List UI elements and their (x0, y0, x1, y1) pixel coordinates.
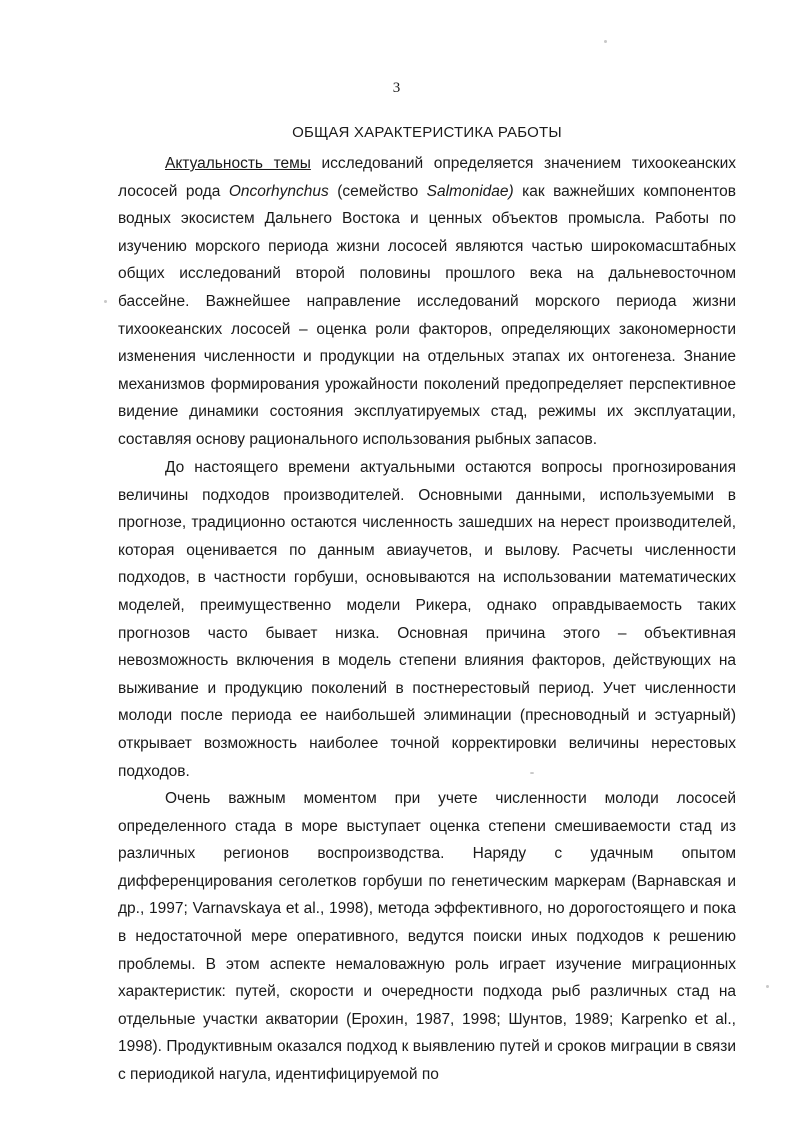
paragraph-text: (семейство (328, 182, 427, 200)
paragraph-text: как важнейших компонентов водных экосистем Дальнего Востока и ценных объектов промысла. Работы по изучению морского периода жизни лососей являются частью широкомасштабных общих исследований второй половины прошлого века на дальневосточном бассейне. Важнейшее направление исследований морского периода жизни тихоокеанских лососей – оценка роли факторов, определяющих закономерности изменения численности и продукции на отдельных этапах их онтогенеза. Знание механизмов формирования урожайности поколений предопределяет перспективное видение динамики состояния эксплуатируемых стад, режимы их эксплуатации, составляя основу рационального использования рыбных запасов. (118, 182, 736, 448)
paragraph-forecast: До настоящего времени актуальными остаются вопросы прогнозирования величины подходов производителей. Основными данными, используемыми в прогнозе, традиционно остаются численность зашедших на нерест производителей, которая оценивается по данным авиаучетов, и вылову. Расчеты численности подходов, в частности горбуши, основываются на использовании математических моделей, преимущественно модели Рикера, однако оправдываемость таких прогнозов часто бывает низка. Основная причина этого – объективная невозможность включения в модель степени влияния факторов, действующих на выживание и продукцию поколений в постнерестовый период. Учет численности молоди после периода ее наибольшей элиминации (пресноводный и эстуарный) открывает возможность наиболее точной корректировки величины нерестовых подходов. (118, 459, 736, 780)
paragraph-stock-mixing: Очень важным моментом при учете численности молоди лососей определенного стада в море выступает оценка степени смешиваемости стад из различных регионов воспроизводства. Наряду с удачным опытом дифференцирования сеголетков горбуши по генетическим маркерам (Варнавская и др., 1997; Varnavskaya et al., 1998), метода эффективного, но дорогостоящего и пока в недостаточной мере оперативного, ведутся поиски иных подходов к решению проблемы. В этом аспекте немаловажную роль играет изучение миграционных характеристик: путей, скорости и очередности подхода рыб различных стад на отдельные участки акватории (Ерохин, 1987, 1998; Шунтов, 1989; Karpenko et al., 1998). Продуктивным оказался подход к выявлению путей и сроков миграции в связи с периодикой нагула, идентифицируемой по (118, 790, 736, 1083)
scan-dust-mark (530, 772, 534, 774)
section-heading: ОБЩАЯ ХАРАКТЕРИСТИКА РАБОТЫ (292, 124, 562, 141)
family-name: Salmonidae) (426, 182, 514, 200)
paragraph-relevance (118, 150, 736, 454)
page-number: 3 (392, 80, 401, 96)
genus-name: Oncorhynchus (228, 182, 329, 200)
scan-dust-mark (766, 985, 769, 988)
relevance-lead: Актуальность темы (165, 155, 311, 172)
scan-dust-mark (604, 40, 607, 43)
scan-dust-mark (104, 300, 107, 303)
paragraph-text: исследований определяется значением тихоокеанских лососей рода (118, 155, 736, 200)
